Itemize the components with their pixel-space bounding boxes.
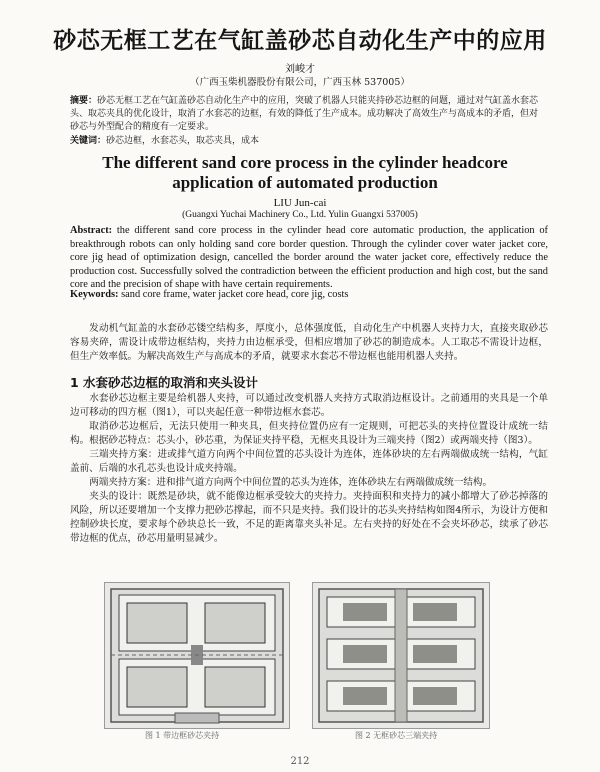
paragraph: 水套砂芯边框主要是给机器人夹持，可以通过改变机器人夹持方式取消边框设计。之前通用的夹具是一个单边可移动的四方框（图1），可以夹起任意一种带边框水套芯。 (70, 393, 548, 418)
section-1-body (70, 392, 548, 546)
paragraph: 两端夹持方案：进和排气道方向两个中间位置的芯头为连体，连体砂块左右两端做成统一结构。 (89, 477, 493, 488)
chinese-keywords-label: 关键词： (70, 136, 107, 146)
english-abstract-text: the different sand core process in the cylinder head core automatic production, the application of breakthrough robots can only holding sand core border question. Through the cylinder cover water jacket core, core jig head of optimization design, cancelled the border around the water jacket core, effectively reduce the production cost. Successfully solved the contradiction between the efficient production and high cost, but the sand core and the precision of shape with have certain requirements. (70, 225, 548, 290)
english-keywords-text: sand core frame, water jacket core head, core jig, costs (121, 289, 349, 300)
english-abstract-label: Abstract: (70, 225, 113, 236)
chinese-author: 刘峻才 (285, 64, 315, 75)
figure-1-image (104, 582, 290, 729)
frame-fixture-drawing (105, 583, 289, 728)
section-1-heading: 1 水套砂芯边框的取消和夹头设计 (70, 375, 259, 390)
chinese-affiliation: （广西玉柴机器股份有限公司，广西玉林 537005） (190, 77, 410, 88)
figure-2-image (312, 582, 490, 729)
paragraph: 三端夹持方案：进或排气道方向两个中间位置的芯头设计为连体，连体砂块的左右两端做成统一结构，气缸盖前、后端的水孔芯头也设计成夹持端。 (70, 449, 548, 474)
chinese-abstract-label: 摘要： (70, 96, 98, 106)
chinese-keywords (70, 133, 546, 146)
english-abstract (70, 224, 548, 292)
paragraph: 夹头的设计：既然是砂块，就不能像边框承受较大的夹持力。夹持面积和夹持力的减小都增大了砂芯掉落的风险，所以还要增加一个支撑力把砂芯撑起，而不只是夹持。我们设计的芯头夹持结构如图4所示，为设计方便和控制砂块长度，要求每个砂块总长一致，不足的距离靠夹头补足。左右夹持的好处在不会夹坏砂芯，续承了砂芯带边框的优点，砂芯用量明显减少。 (70, 491, 548, 544)
intro-paragraph: 发动机气缸盖的水套砂芯镂空结构多，厚度小，总体强度低，自动化生产中机器人夹持力大，直接夹取砂芯容易夹碎，需设计成带边框结构，夹持力由边框承受，但相应增加了砂芯的制造成本。人工取芯不需设计边框，但生产效率低。为解决高效生产与高成本的矛盾，就要求水套芯不带边框也能用机器人夹持。 (70, 323, 548, 362)
chinese-title: 砂芯无框工艺在气缸盖砂芯自动化生产中的应用 (53, 28, 547, 54)
english-keywords (70, 289, 548, 300)
english-title: The different sand core process in the cylinder headcore application of automated production (102, 153, 508, 192)
english-author: LIU Jun-cai (273, 197, 327, 209)
figure-2-caption: 图 2 无框砂芯三端夹持 (355, 731, 438, 740)
three-end-clamp-drawing (313, 583, 489, 728)
figure-1-caption: 图 1 带边框砂芯夹持 (145, 731, 220, 740)
english-keywords-label: Keywords: (70, 289, 119, 300)
page-number: 212 (290, 756, 310, 767)
english-affiliation: (Guangxi Yuchai Machinery Co., Ltd. Yulin Guangxi 537005) (182, 210, 418, 220)
chinese-keywords-text: 砂芯边框，水套芯头，取芯夹具，成本 (106, 136, 260, 146)
chinese-abstract-text: 砂芯无框工艺在气缸盖砂芯自动化生产中的应用，突破了机器人只能夹持砂芯边框的问题，通过对气缸盖水套芯头、取芯夹具的优化设计，取消了水套芯的边框，有效的降低了生产成本。成功解决了高效生产与高成本的矛盾，但对砂芯与外型配合的精度有一定要求。 (70, 96, 539, 132)
paragraph: 取消砂芯边框后，无法只使用一种夹具，但夹持位置仍应有一定规则，可把芯头的夹持位置设计成统一结构。根据砂芯特点：芯头小，砂芯重，为保证夹持平稳，无框夹具设计为三端夹持（图2）或两端夹持（图3）。 (70, 421, 548, 446)
chinese-abstract (70, 95, 546, 134)
